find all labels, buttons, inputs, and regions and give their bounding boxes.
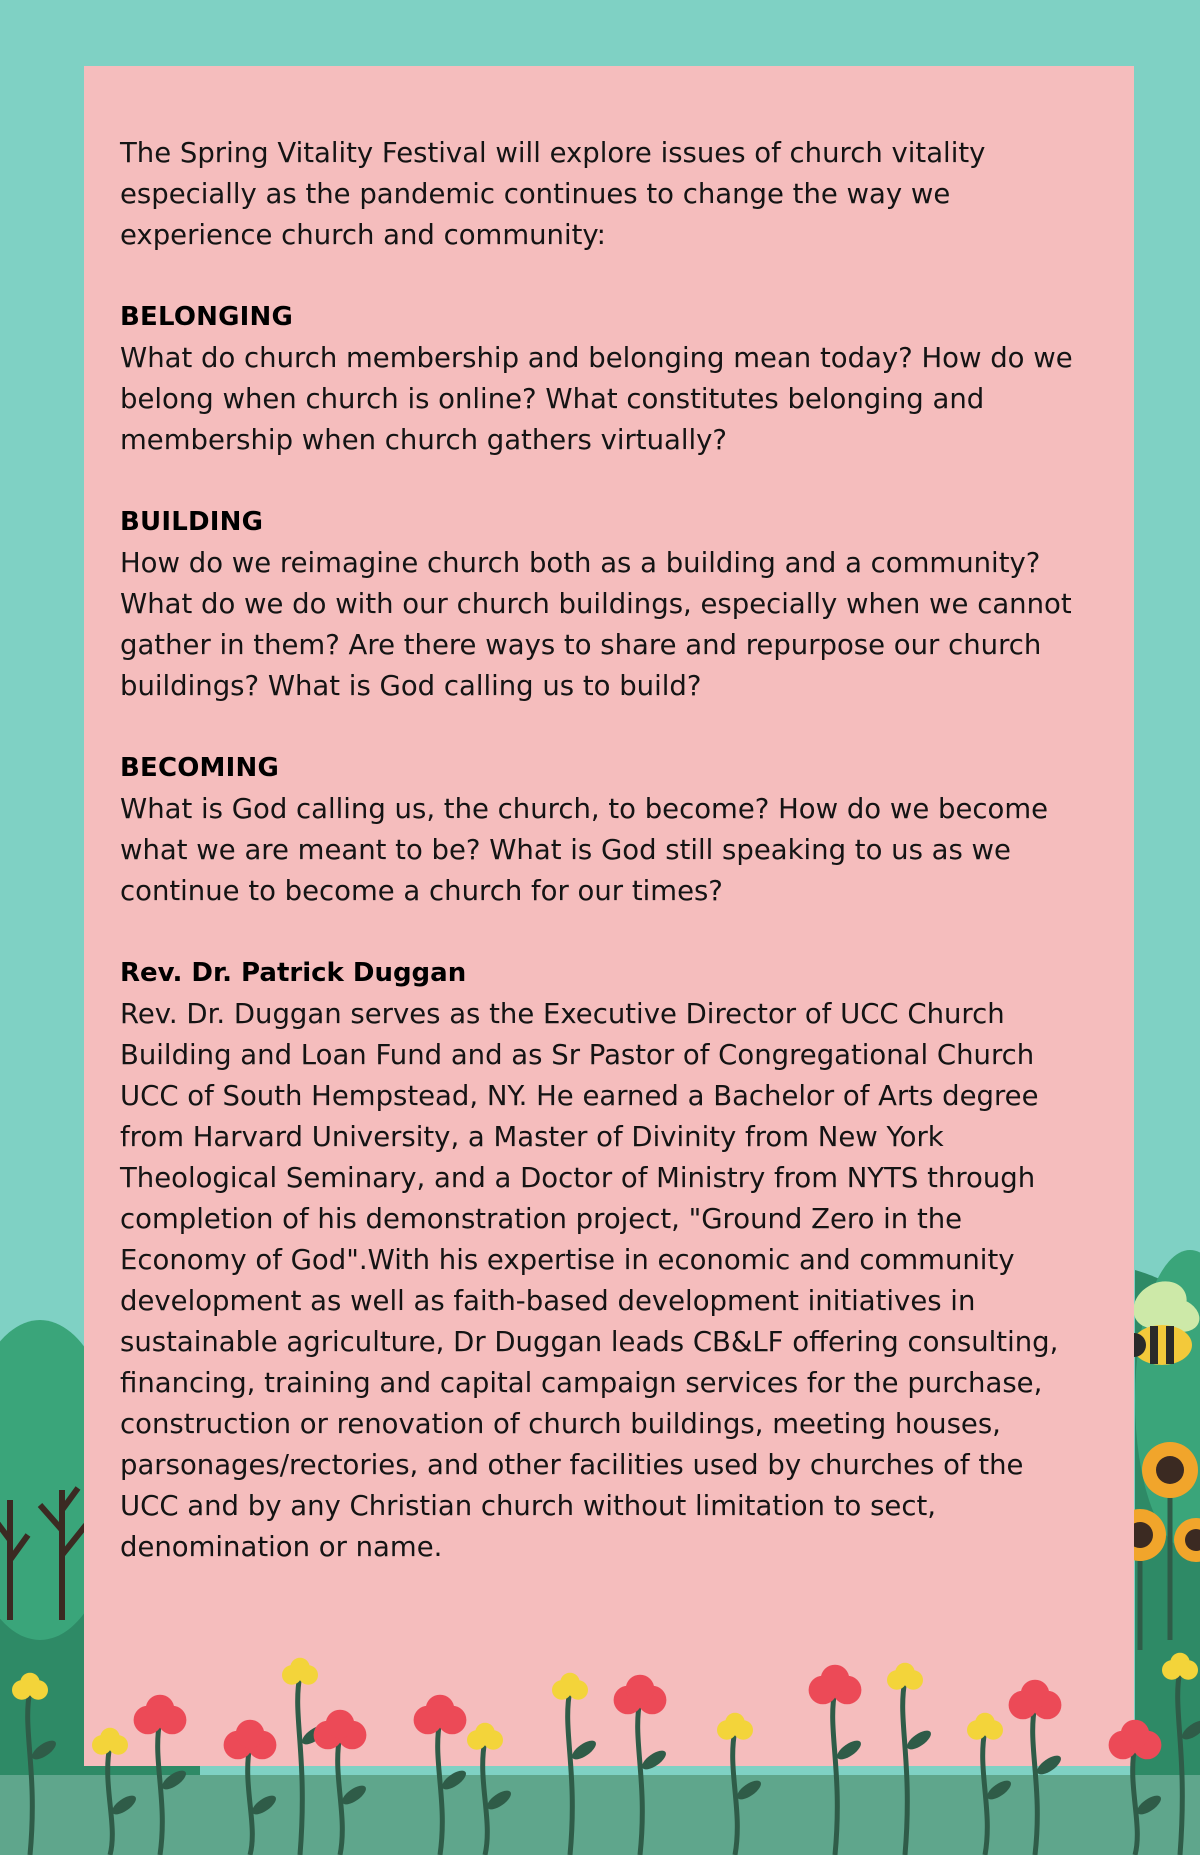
flower-stem xyxy=(248,1745,253,1855)
leaf-icon xyxy=(484,1787,514,1813)
flower-stem xyxy=(1033,1705,1038,1855)
main-content xyxy=(120,133,1080,1609)
flower-stem xyxy=(983,1730,988,1855)
section-body: What do church membership and belonging mean today? How do we belong when church is online? What constitutes belonging and membership when church gathers virtually? xyxy=(120,342,1073,456)
leaf-icon xyxy=(984,1777,1014,1803)
section-becoming xyxy=(120,748,1080,912)
section-heading: BECOMING xyxy=(120,753,280,783)
flower-stem xyxy=(1133,1745,1138,1855)
leaf-icon xyxy=(569,1737,599,1763)
flower-stem xyxy=(568,1690,573,1855)
speaker-bio-text: Rev. Dr. Duggan serves as the Executive Director of UCC Church Building and Loan Fund and as Sr Pastor of Congregational Church UCC of South Hempstead, NY. He earned a Bachelor of Arts degree from Harvard University, a Master of Divinity from New York Theological Seminary, and a Doctor of Ministry from NYTS through completion of his demonstration project, "Ground Zero in the Economy of God".With his expertise in economic and community development as well as faith-based development initiatives in sustainable agriculture, Dr Duggan leads CB&LF offering consulting, financing, training and capital campaign services for the purchase, construction or renovation of church buildings, meeting houses, parsonages/rectories, and other facilities used by churches of the UCC and by any Christian church without limitation to sect, denomination or name. xyxy=(120,998,1059,1563)
speaker-bio xyxy=(120,953,1080,1568)
leaf-icon xyxy=(339,1782,369,1808)
flower-stem xyxy=(733,1730,738,1855)
leaf-icon xyxy=(1134,1792,1164,1818)
flower-stem xyxy=(108,1745,113,1855)
leaf-icon xyxy=(29,1737,59,1763)
flower-stem xyxy=(338,1735,343,1855)
flower-stem xyxy=(28,1690,33,1855)
leaf-icon xyxy=(439,1767,469,1793)
leaf-icon xyxy=(734,1777,764,1803)
flower-stem xyxy=(158,1720,163,1855)
leaf-icon xyxy=(109,1792,139,1818)
leaf-icon xyxy=(834,1737,864,1763)
leaf-icon xyxy=(639,1747,669,1773)
leaf-icon xyxy=(904,1727,934,1753)
section-belonging xyxy=(120,297,1080,461)
flower-stem xyxy=(298,1675,303,1855)
section-heading: BELONGING xyxy=(120,302,293,332)
leaf-icon xyxy=(159,1767,189,1793)
section-heading: BUILDING xyxy=(120,507,264,537)
section-building xyxy=(120,502,1080,707)
leaf-icon xyxy=(1034,1752,1064,1778)
flower-stem xyxy=(1178,1670,1183,1855)
section-body: How do we reimagine church both as a building and a community? What do we do with our church buildings, especially when we cannot gather in them? Are there ways to share and repurpose our church buildings? What is God calling us to build? xyxy=(120,547,1072,702)
flower-stem xyxy=(638,1700,643,1855)
flower-stem xyxy=(833,1690,838,1855)
leaf-icon xyxy=(249,1792,279,1818)
flower-stem xyxy=(438,1720,443,1855)
flower-stem xyxy=(483,1740,488,1855)
section-body: What is God calling us, the church, to become? How do we become what we are meant to be? What is God still speaking to us as we continue to become a church for our times? xyxy=(120,793,1049,907)
intro-paragraph: The Spring Vitality Festival will explore issues of church vitality especially as the pandemic continues to change the way we experience church and community: xyxy=(120,137,986,251)
flower-stem xyxy=(903,1680,908,1855)
speaker-name: Rev. Dr. Patrick Duggan xyxy=(120,958,467,988)
